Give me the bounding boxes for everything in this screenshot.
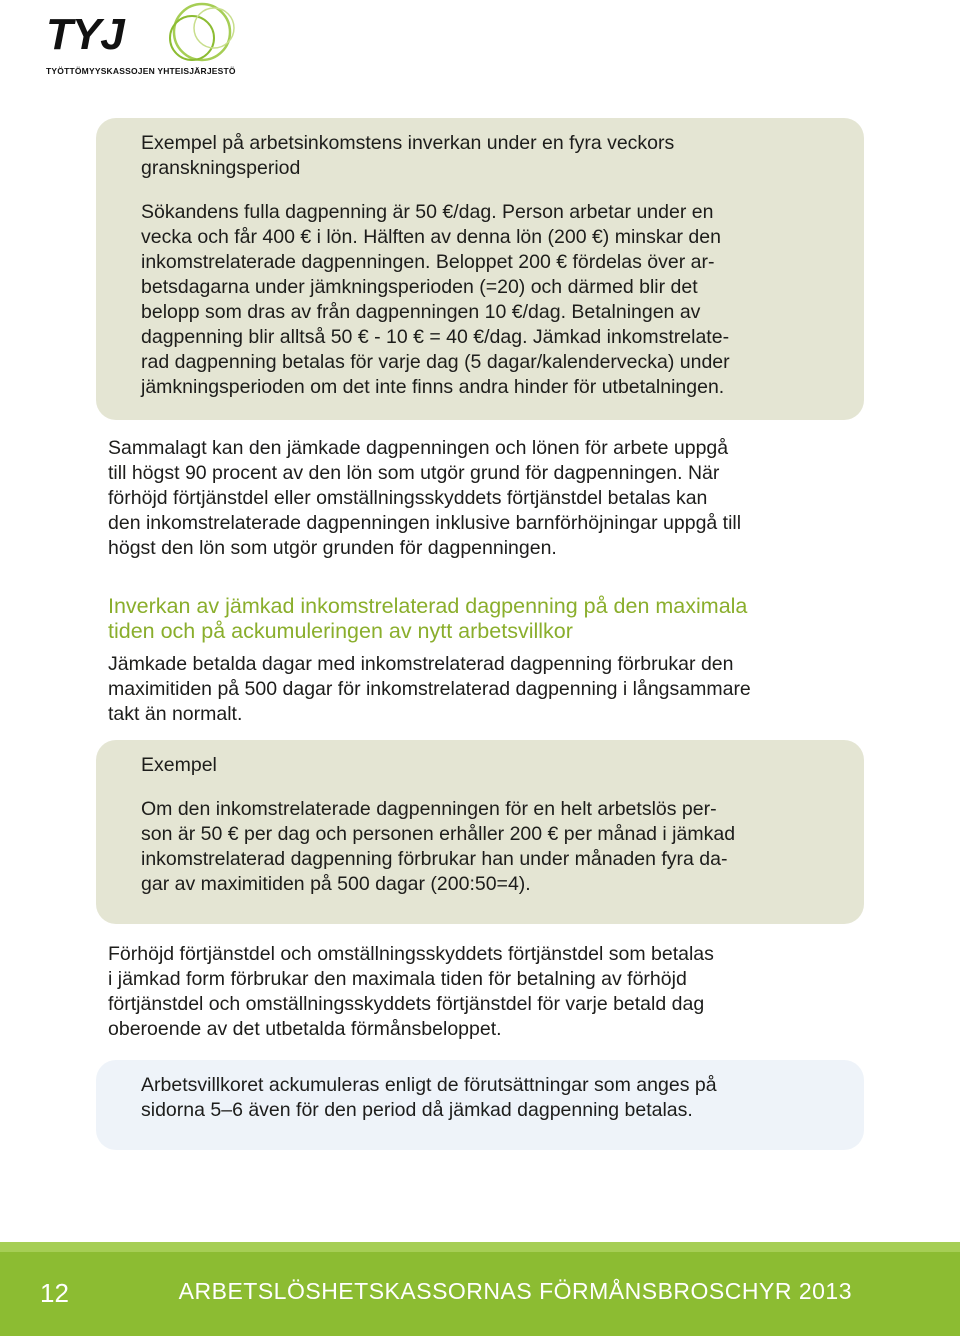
section-heading bbox=[108, 594, 908, 644]
example-line: Om den inkomstrelaterade dagpenningen för en helt arbetslös per- bbox=[141, 798, 717, 820]
logo-circles-icon bbox=[162, 0, 252, 70]
example-line: inkomstrelaterad dagpenning förbrukar han under månaden fyra da- bbox=[141, 848, 728, 870]
text-line: Sammalagt kan den jämkade dagpenningen och lönen för arbete uppgå bbox=[108, 437, 729, 459]
example-line: inkomstrelaterade dagpenningen. Beloppet 200 € fördelas över ar- bbox=[141, 251, 715, 273]
heading-line: tiden och på ackumuleringen av nytt arbetsvillkor bbox=[108, 619, 573, 643]
paragraph-increased-part bbox=[108, 942, 888, 1042]
note-box-work-condition bbox=[96, 1060, 864, 1150]
example-line: Exempel på arbetsinkomstens inverkan under en fyra veckors bbox=[141, 132, 675, 154]
tyj-logo bbox=[44, 0, 236, 80]
footer-title: ARBETSLÖSHETSKASSORNAS FÖRMÅNSBROSCHYR 2013 bbox=[178, 1278, 852, 1304]
text-line: till högst 90 procent av den lön som utgör grund för dagpenningen. När bbox=[108, 462, 720, 484]
page-number: 12 bbox=[40, 1278, 69, 1308]
footer-stripe bbox=[0, 1242, 960, 1252]
text-line: Jämkade betalda dagar med inkomstrelaterad dagpenning förbrukar den bbox=[108, 653, 734, 675]
logo-name: TYJ bbox=[46, 10, 124, 59]
example-line: belopp som dras av från dagpenningen 10 €/dag. Betalningen av bbox=[141, 301, 701, 323]
example-line: vecka och får 400 € i lön. Hälften av denna lön (200 €) minskar den bbox=[141, 226, 721, 248]
text-line: förhöjd förtjänstdel eller omställningsskyddets förtjänstdel betalas kan bbox=[108, 487, 708, 509]
example-line: Sökandens fulla dagpenning är 50 €/dag. Person arbetar under en bbox=[141, 201, 714, 223]
page-footer bbox=[0, 1242, 960, 1336]
text-line: Förhöjd förtjänstdel och omställningsskyddets förtjänstdel som betalas bbox=[108, 943, 714, 965]
paragraph-total-limit bbox=[108, 436, 888, 561]
example-line: jämkningsperioden om det inte finns andra hinder för utbetalningen. bbox=[141, 376, 725, 398]
example-line: granskningsperiod bbox=[141, 157, 301, 179]
example-line: gar av maximitiden på 500 dagar (200:50=4). bbox=[141, 873, 531, 895]
example-box-max-time bbox=[96, 740, 864, 924]
text-line: oberoende av det utbetalda förmånsbeloppet. bbox=[108, 1018, 502, 1040]
example-line: rad dagpenning betalas för varje dag (5 dagar/kalendervecka) under bbox=[141, 351, 730, 373]
note-line: sidorna 5–6 även för den period då jämkad dagpenning betalas. bbox=[141, 1099, 693, 1121]
paragraph-max-time bbox=[108, 652, 888, 727]
example-line: betsdagarna under jämkningsperioden (=20) och därmed blir det bbox=[141, 276, 698, 298]
text-line: den inkomstrelaterade dagpenningen inklusive barnförhöjningar uppgå till bbox=[108, 512, 742, 534]
example-line: son är 50 € per dag och personen erhåller 200 € per månad i jämkad bbox=[141, 823, 736, 845]
heading-line: Inverkan av jämkad inkomstrelaterad dagpenning på den maximala bbox=[108, 594, 748, 618]
text-line: maximitiden på 500 dagar för inkomstrelaterad dagpenning i långsammare bbox=[108, 678, 751, 700]
text-line: högst den lön som utgör grunden för dagpenningen. bbox=[108, 537, 557, 559]
example-box-income bbox=[96, 118, 864, 420]
text-line: i jämkad form förbrukar den maximala tiden för betalning av förhöjd bbox=[108, 968, 687, 990]
note-line: Arbetsvillkoret ackumuleras enligt de förutsättningar som anges på bbox=[141, 1074, 717, 1096]
example-line: dagpenning blir alltså 50 € - 10 € = 40 €/dag. Jämkad inkomstrelate- bbox=[141, 326, 730, 348]
text-line: förtjänstdel och omställningsskyddets förtjänstdel för varje betald dag bbox=[108, 993, 705, 1015]
example-title: Exempel bbox=[141, 754, 217, 776]
logo-subtitle: TYÖTTÖMYYSKASSOJEN YHTEISJÄRJESTÖ bbox=[46, 66, 236, 76]
text-line: takt än normalt. bbox=[108, 703, 243, 725]
